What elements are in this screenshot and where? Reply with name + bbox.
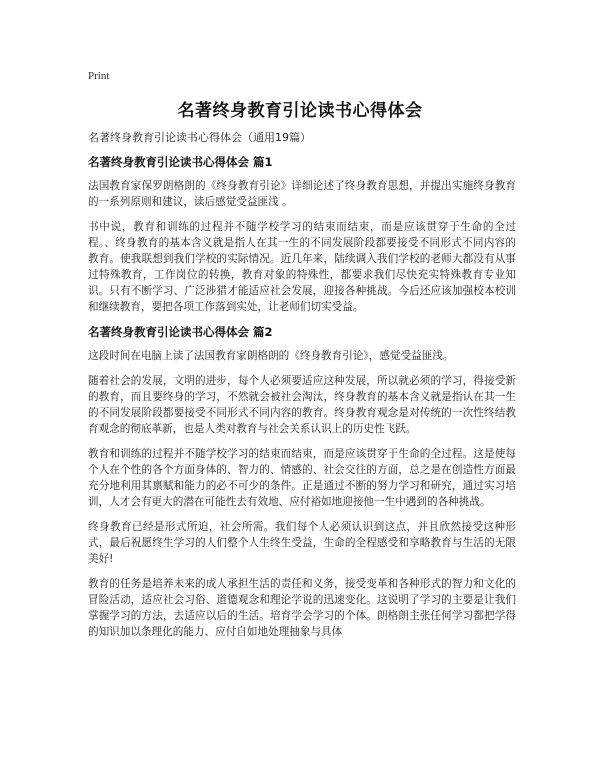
paragraph: 教育和训练的过程并不随学校学习的结束而结束，而是应该贯穿于生命的全过程。这是使每个人在个性的各个方面身体的、智力的、情感的、社会交往的方面，总之是在创造性方面最充分地利用其禀赋和能力的必不可少的条件。正是通过不断的努力学习和研究，通过实习培训，人才会有更大的潜在可能性去有效地、应付裕如地迎接他一生中遇到的各种挑战。 xyxy=(88,448,516,508)
section-heading: 名著终身教育引论读书心得体会 篇2 xyxy=(88,325,273,339)
section-1 xyxy=(88,154,516,315)
paragraph: 随着社会的发展，文明的进步，每个人必须要适应这种发展，所以就必须的学习，得接受新的教育，而且要终身的学习，不然就会被社会淘汰，终身教育的基本含义就是指认在其一生的不同发展阶段都要接受不同形式不同内容的教育。终身教育观念是对传统的一次性终结教育观念的彻底革新，也是人类对教育与社会关系认识上的历史性飞跃。 xyxy=(88,375,516,435)
paragraph: 终身教育已经是形式所迫，社会所需。我们每个人必须认识到这点，并且欣然接受这种形式，最后祝愿终生学习的人们整个人生终生受益，生命的全程感受和享略教育与生活的无限美好! xyxy=(88,521,516,565)
document-subtitle: 名著终身教育引论读书心得体会（通用19篇） xyxy=(88,131,311,144)
paragraph: 法国教育家保罗朗格朗的《终身教育引论》详细论述了终身教育思想，并提出实施终身教育的一系列原则和建议，读后感觉受益匪浅 。 xyxy=(88,180,516,208)
print-link[interactable]: Print xyxy=(88,70,110,82)
paragraph: 书中说，教育和训练的过程并不随学校学习的结束而结束，而是应该贯穿于生命的全过程。、终身教育的基本含义就是指人在其一生的不同发展阶段都要接受不同形式不同内容的教育。使我联想到我们学校的实际情况。近几年来，陆续调入我们学校的老师大都没有从事过特殊教育，工作岗位的转换，教育对象的特殊性，都要求我们尽快充实特殊教育专业知识。只有不断学习、广泛涉猎才能适应社会发展，迎接各种挑战。今后还应该加强校本校训和继续教育，要把各项工作落到实处，让老师们切实受益。 xyxy=(88,221,516,313)
document-body xyxy=(88,130,516,649)
page-title: 名著终身教育引论读书心得体会 xyxy=(177,101,423,121)
section-2 xyxy=(88,324,516,640)
paragraph: 这段时间在电脑上读了法国教育家朗格朗的《终身教育引论》，感觉受益匪浅。 xyxy=(88,350,454,362)
paragraph: 教育的任务是培养未来的成人承担生活的责任和义务，接受变革和各种形式的智力和文化的冒险活动，适应社会习俗、道德观念和理论学说的迅速变化。这说明了学习的主要是让我们掌握学习的方法，去适应以后的生活。培育学会学习的个体。朗格朗主张任何学习都把学得的知识加以条理化的能力、应付自如地处理抽象与具体 xyxy=(88,578,516,638)
section-heading: 名著终身教育引论读书心得体会 篇1 xyxy=(88,155,273,169)
